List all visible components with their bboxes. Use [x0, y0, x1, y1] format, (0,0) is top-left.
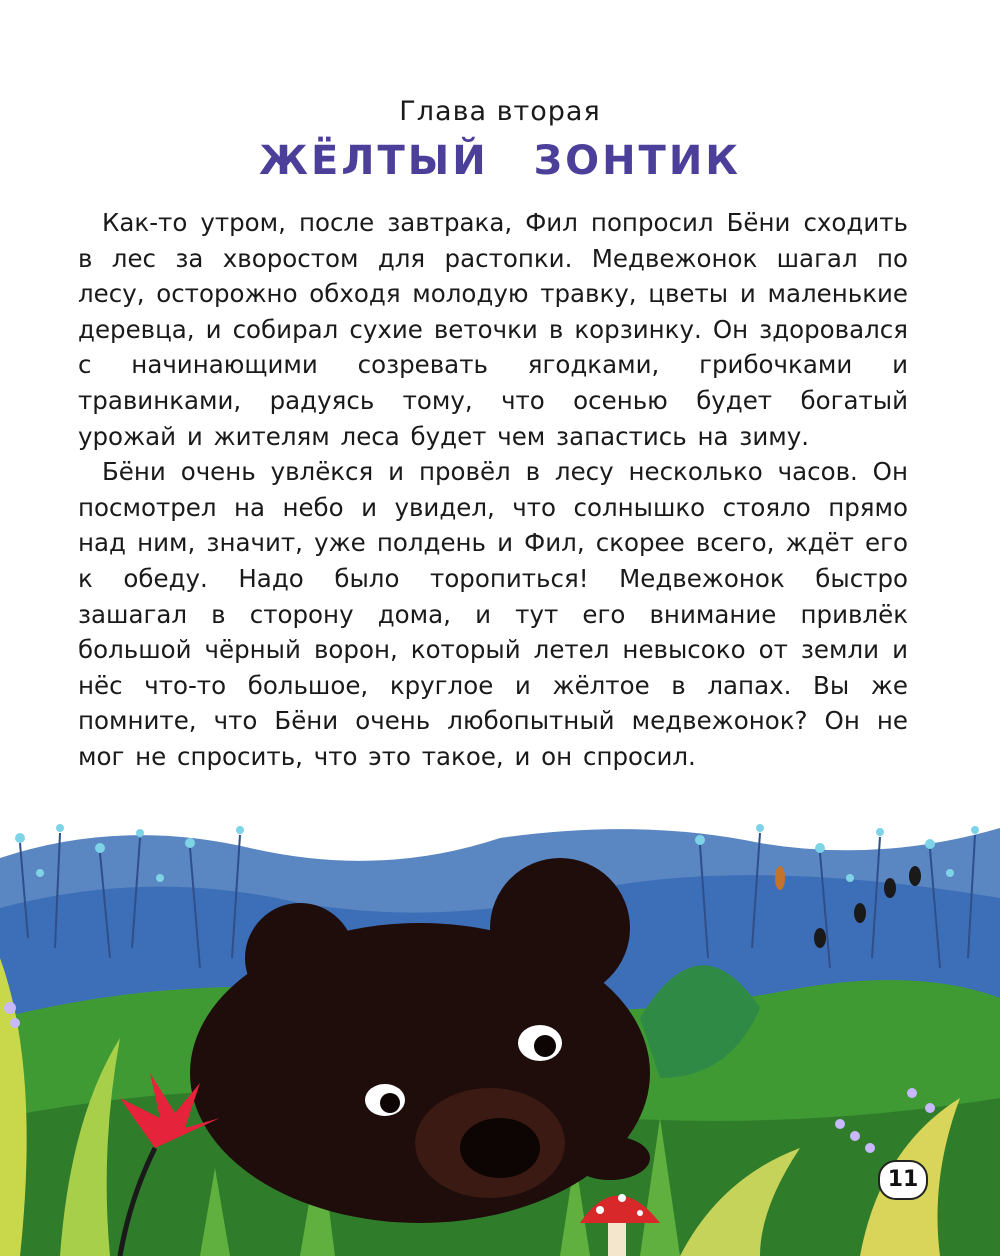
meadow-bear-illustration [0, 818, 1000, 1256]
page-number: 11 [878, 1160, 928, 1200]
story-text [78, 205, 908, 775]
story-paragraph-1: Как-то утром, после завтрака, Фил попросил Бёни сходить в лес за хворостом для растопки. Медвежонок шагал по лесу, осторожно обходя молодую травку, цветы и маленькие деревца, и собирал сухие веточки в корзинку. Он здоровался с начинающими созревать ягодками, грибочками и травинками, радуясь тому, что осенью будет богатый урожай и жителям леса будет чем запастись на зиму. [78, 208, 908, 451]
story-paragraph-2: Бёни очень увлёкся и провёл в лесу несколько часов. Он посмотрел на небо и увидел, что солнышко стояло прямо над ним, значит, уже полдень и Фил, скорее всего, ждёт его к обеду. Надо было торопиться! Медвежонок быстро зашагал в сторону дома, и тут его внимание привлёк большой чёрный ворон, который летел невысоко от земли и нёс что-то большое, круглое и жёлтое в лапах. Вы же помните, что Бёни очень любопытный медвежонок? Он не мог не спросить, что это такое, и он спросил. [78, 457, 908, 771]
chapter-label: Глава вторая [399, 96, 601, 127]
chapter-title: ЖЁЛТЫЙ ЗОНТИК [259, 138, 741, 184]
